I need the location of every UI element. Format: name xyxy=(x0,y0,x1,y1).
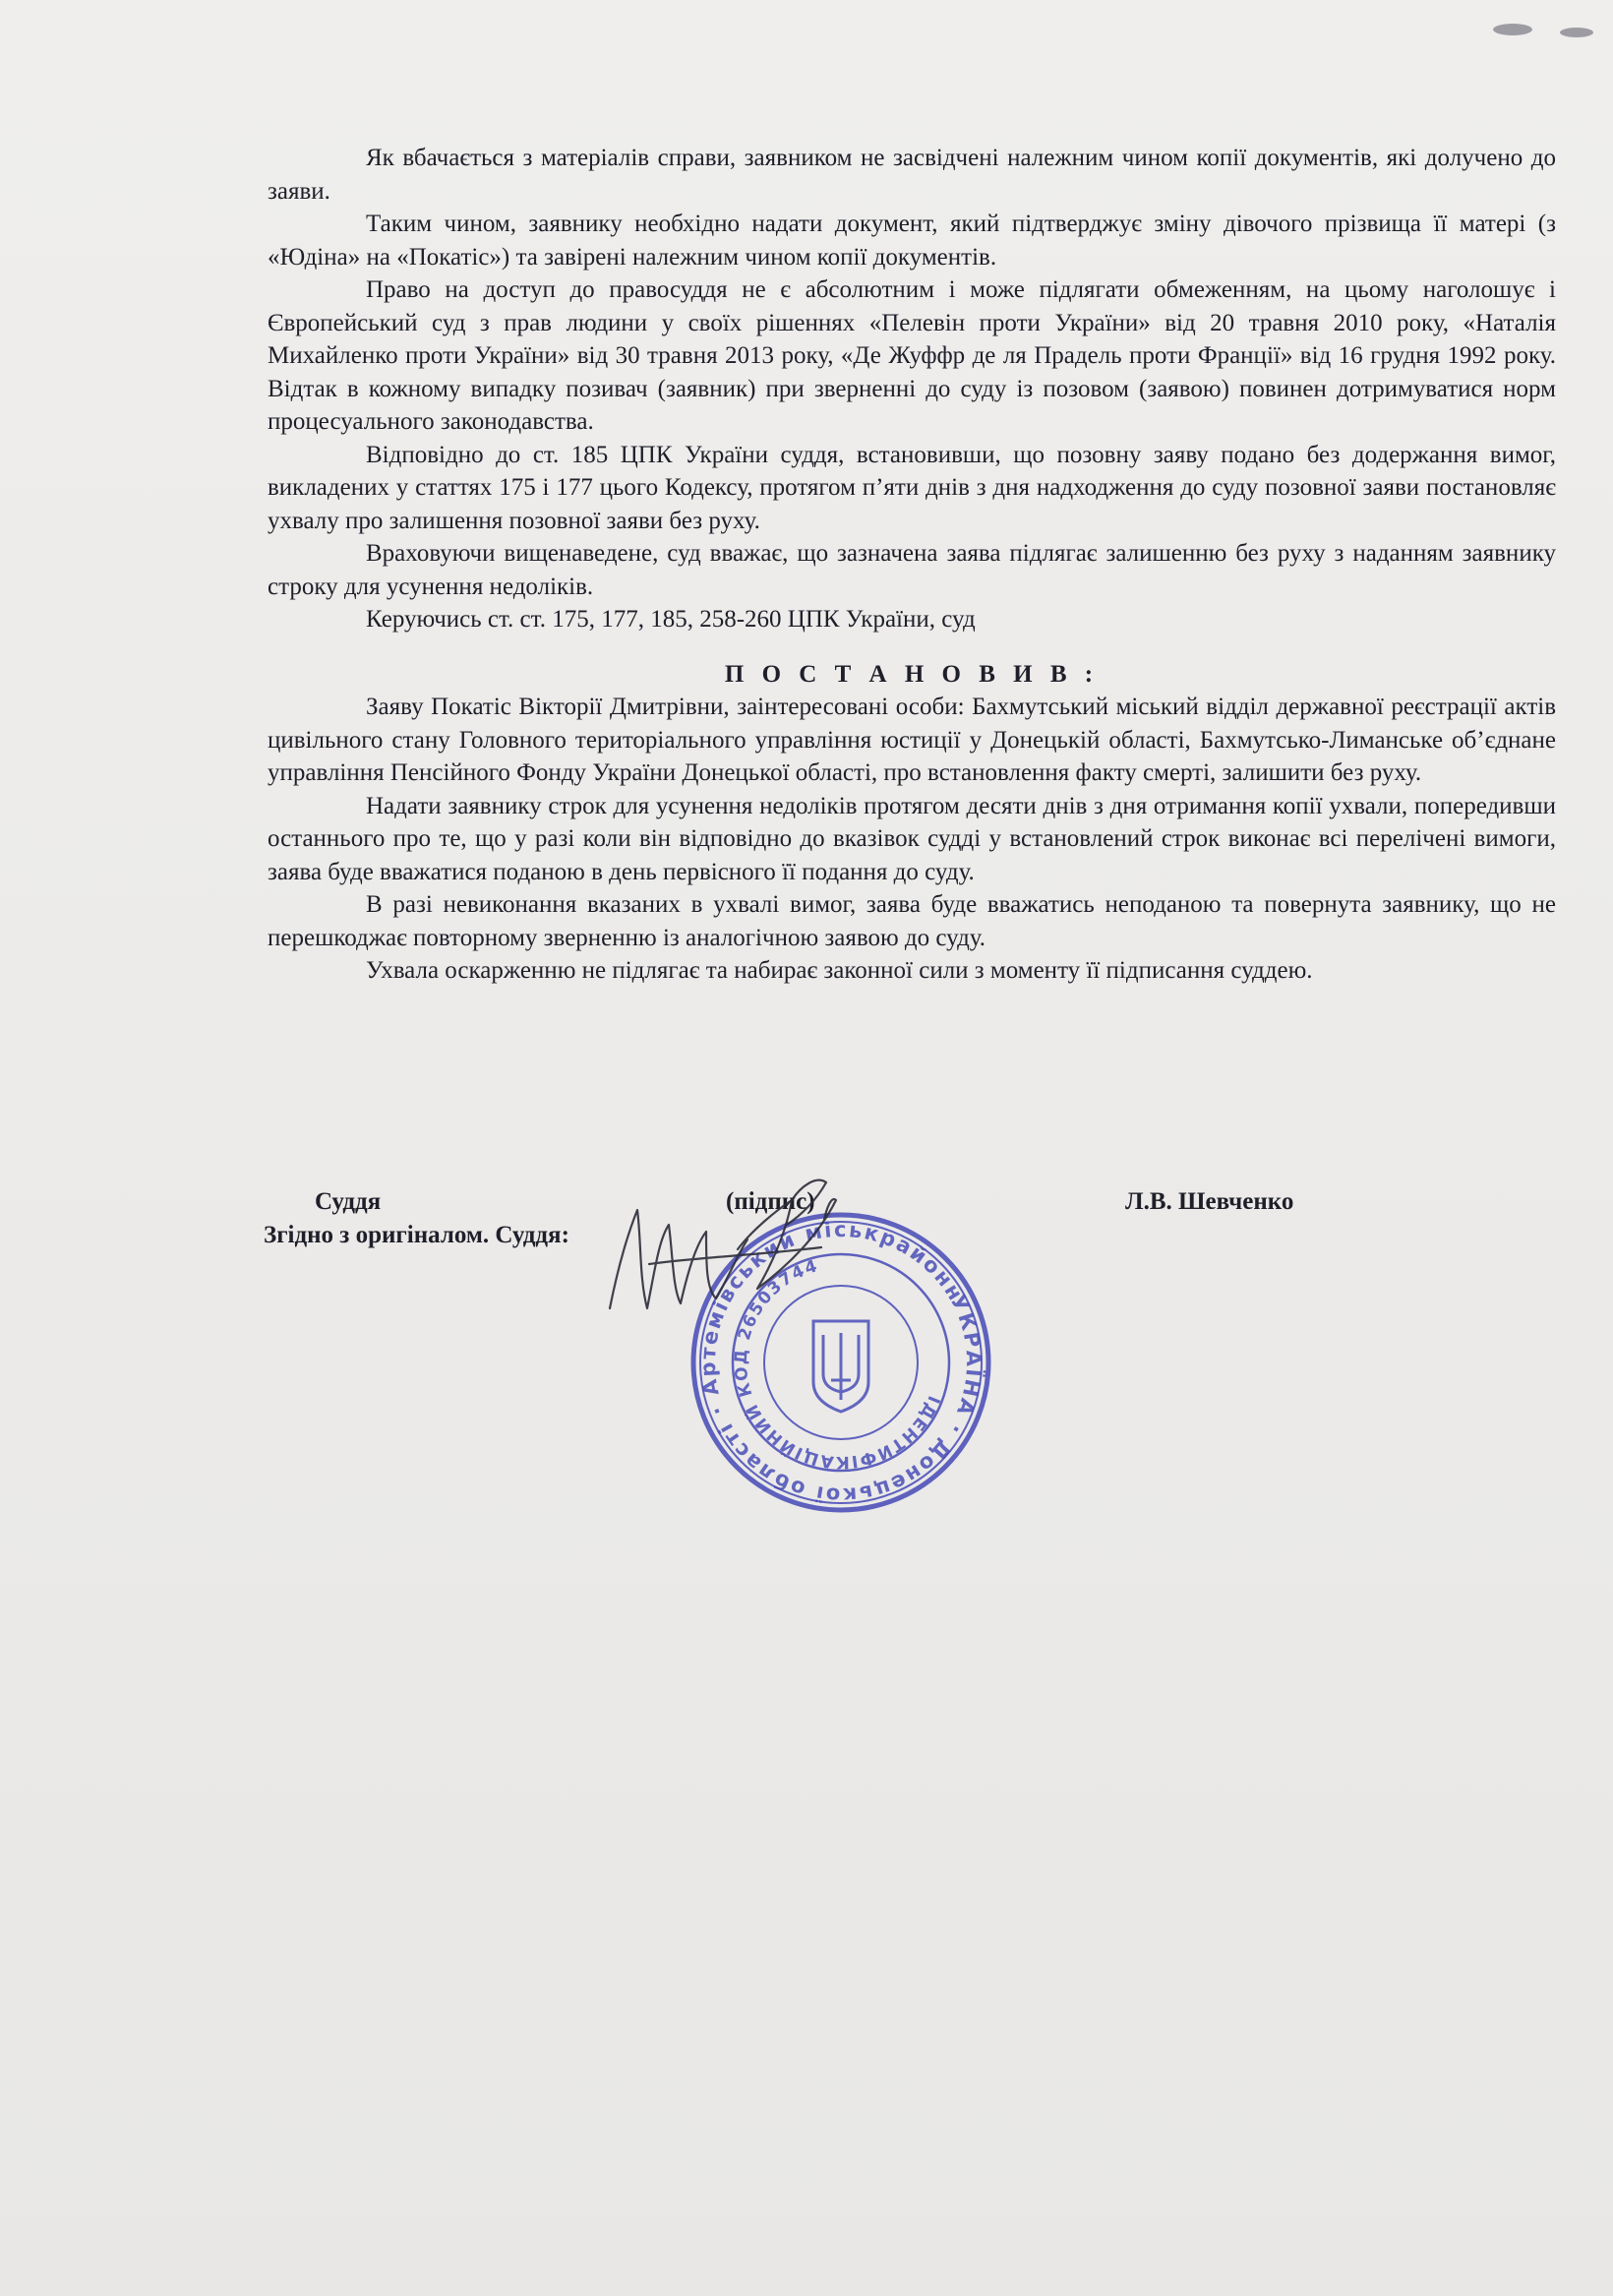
paragraph: Право на доступ до правосуддя не є абсолютним і може підлягати обмеженням, на цьому наголошує і Європейський суд з прав людини у своїх рішеннях «Пелевін проти України» від 20 травня 2010 року, «Наталія Михайленко проти України» від 30 травня 2013 року, «Де Жуффр де ля Прадель проти Франції» від 16 грудня 1992 року. Відтак в кожному випадку позивач (заявник) при зверненні до суду із позовом (заявою) повинен дотримуватися норм процесуального законодавства. xyxy=(268,276,1556,435)
handwritten-signature xyxy=(590,1171,915,1328)
paragraph: Відповідно до ст. 185 ЦПК України суддя, встановивши, що позовну заяву подано без додержання вимог, викладених у статтях 175 і 177 цього Кодексу, протягом п’яти днів з дня надходження до суду позовної заяви постановляє ухвалу про залишення позовної заяви без руху. xyxy=(268,441,1556,534)
paragraph: Керуючись ст. ст. 175, 177, 185, 258-260 ЦПК України, суд xyxy=(366,606,976,633)
svg-text:УКРАЇНА · Донецької області ·: УКРАЇНА · Донецької області · Артемівський міськрайонний xyxy=(695,1217,986,1508)
signature-note: (підпис) xyxy=(726,1188,815,1215)
scan-smudge xyxy=(1493,24,1532,35)
scan-smudge xyxy=(1560,28,1593,37)
ruling-paragraph: Заяву Покатіс Вікторії Дмитрівни, заінтересовані особи: Бахмутський міський відділ державної реєстрації актів цивільного стану Головного територіального управління юстиції у Донецькій області, Бахмутсько-Лиманське об’єднане управління Пенсійного Фонду України Донецької області, про встановлення факту смерті, залишити без руху. xyxy=(268,694,1556,786)
ruling-heading: П О С Т А Н О В И В : xyxy=(724,660,1100,688)
svg-text:ІДЕНТИФІКАЦІЙНИЙ КОД 26503744: ІДЕНТИФІКАЦІЙНИЙ КОД 26503744 xyxy=(731,1255,944,1473)
judge-label: Суддя xyxy=(315,1188,382,1215)
certified-copy-label: Згідно з оригіналом. Суддя: xyxy=(264,1222,569,1248)
trident-icon xyxy=(813,1321,868,1412)
judge-name: Л.В. Шевченко xyxy=(1125,1188,1294,1215)
paragraph: Таким чином, заявнику необхідно надати документ, який підтверджує зміну дівочого прізвища її матері (з «Юдіна» на «Покатіс») та завірені належним чином копії документів. xyxy=(268,211,1556,271)
ruling-paragraph: Ухвала оскарженню не підлягає та набирає законної сили з моменту її підписання суддею. xyxy=(366,957,1313,984)
document-body xyxy=(268,142,1556,988)
paragraph: Як вбачається з матеріалів справи, заявником не засвідчені належним чином копії документів, які долучено до заяви. xyxy=(268,145,1556,205)
paragraph: Враховуючи вищенаведене, суд вважає, що зазначена заява підлягає залишенню без руху з наданням заявнику строку для усунення недоліків. xyxy=(268,540,1556,600)
ruling-paragraph: Надати заявнику строк для усунення недоліків протягом десяти днів з дня отримання копії ухвали, попередивши останнього про те, що у разі коли він відповідно до вказівок судді у встановлений строк виконає всі перелічені вимоги, заява буде вважатися поданою в день первісного її подання до суду. xyxy=(268,792,1556,885)
ruling-paragraph: В разі невиконання вказаних в ухвалі вимог, заява буде вважатись неподаною та повернута заявнику, що не перешкоджає повторному зверненню із аналогічною заявою до суду. xyxy=(268,891,1556,951)
